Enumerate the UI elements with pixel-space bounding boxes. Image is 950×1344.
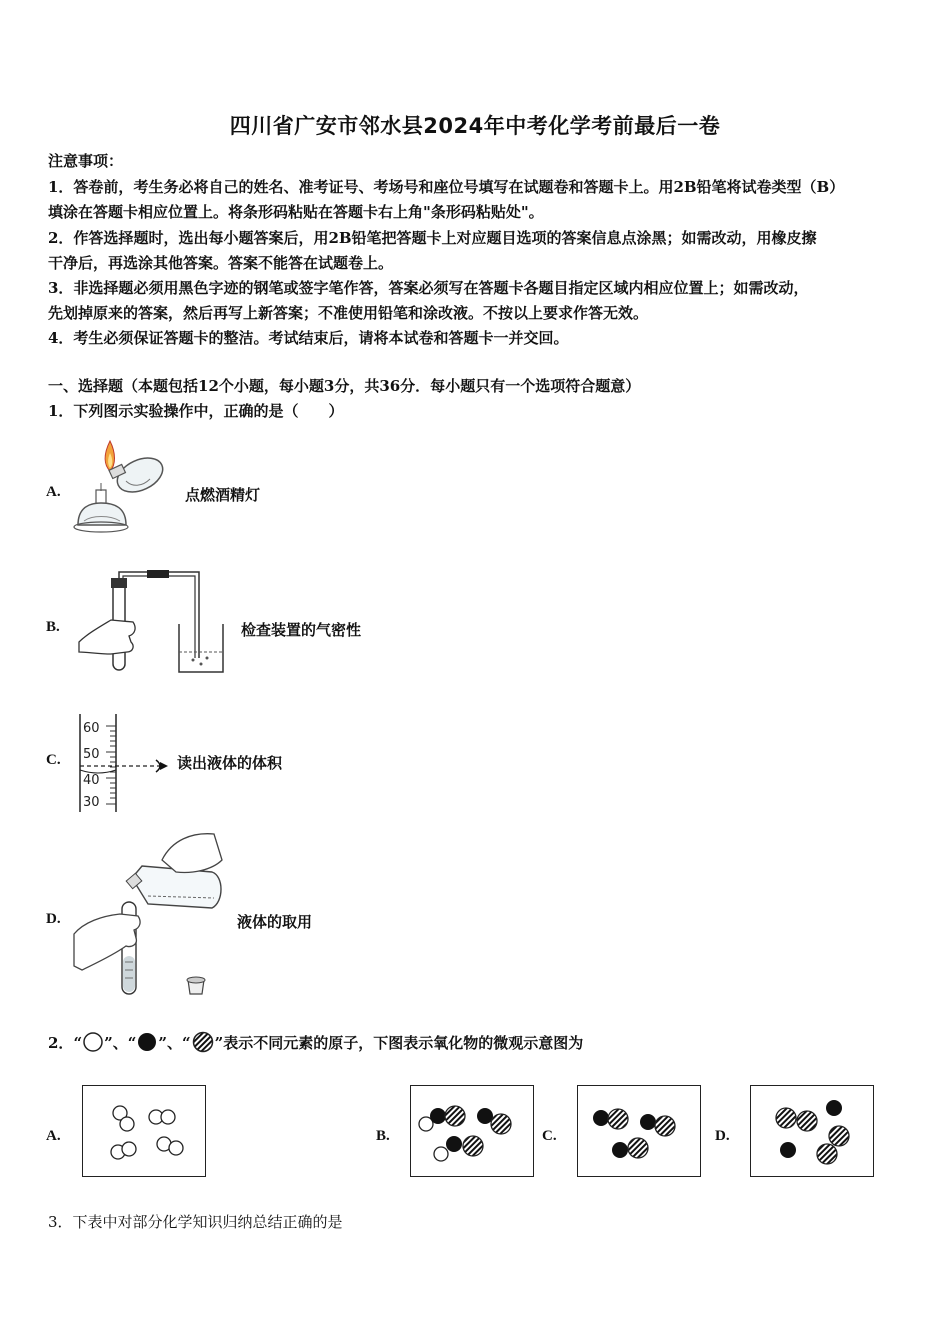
- q3-stem: 3．下表中对部分化学知识归纳总结正确的是: [48, 1213, 343, 1231]
- q2-option-a-molecules: [83, 1086, 207, 1178]
- tick-label-40: 40: [83, 773, 100, 788]
- notice-line-6: 先划掉原来的答案，然后再写上新答案；不准使用铅笔和涂改液。不按以上要求作答无效。: [48, 304, 649, 322]
- q2-stem-text: ”表示不同元素的原子，下图表示氧化物的微观示意图为: [214, 1034, 584, 1052]
- tick-label-60: 60: [83, 721, 100, 736]
- tick-label-50: 50: [83, 747, 100, 762]
- q2-option-b-label: B.: [376, 1128, 390, 1144]
- section-heading: 一、选择题（本题包括12个小题，每小题3分，共36分．每小题只有一个选项符合题意）: [48, 377, 641, 395]
- q2-option-d-label: D.: [715, 1128, 730, 1144]
- q1-option-b-text: 检查装置的气密性: [241, 621, 362, 639]
- liquid-pouring-figure: [72, 830, 232, 1002]
- q1-option-a-text: 点燃酒精灯: [185, 486, 261, 504]
- q2-option-d-box: [750, 1085, 874, 1177]
- white-atom-icon: [82, 1032, 104, 1054]
- tick-label-30: 30: [83, 795, 100, 810]
- q1-option-c-label: C.: [46, 752, 61, 768]
- notice-line-4: 干净后，再选涂其他答案。答案不能答在试题卷上。: [48, 254, 394, 272]
- q2-quote-open: “: [73, 1034, 83, 1052]
- hatched-atom-icon: [191, 1032, 215, 1054]
- notice-line-1: 1．答卷前，考生务必将自己的姓名、准考证号、考场号和座位号填写在试题卷和答题卡上。用2B铅笔将试卷类型（B）: [48, 178, 845, 196]
- q2-quote-mid-2: ”、“: [158, 1034, 191, 1052]
- q2-quote-mid-1: ”、“: [104, 1034, 137, 1052]
- q2-option-b-molecules: [411, 1086, 535, 1178]
- notice-heading: 注意事项：: [48, 152, 124, 170]
- airtightness-apparatus-figure: [75, 568, 230, 678]
- q1-option-d-text: 液体的取用: [237, 913, 313, 931]
- q1-stem: 1．下列图示实验操作中，正确的是（ ）: [48, 402, 344, 420]
- notice-line-2: 填涂在答题卡相应位置上。将条形码粘贴在答题卡右上角"条形码粘贴处"。: [48, 203, 544, 221]
- q2-number: 2．: [48, 1034, 74, 1052]
- q2-option-c-molecules: [578, 1086, 702, 1178]
- q1-option-b-label: B.: [46, 619, 60, 635]
- q1-option-c-text: 读出液体的体积: [177, 754, 283, 772]
- q2-stem: [48, 1032, 583, 1054]
- notice-line-5: 3．非选择题必须用黑色字迹的钢笔或签字笔作答，答案必须写在答题卡各题目指定区域内相应位置上；如需改动，: [48, 279, 809, 297]
- alcohol-lamp-figure: [70, 435, 175, 540]
- q2-option-c-box: [577, 1085, 701, 1177]
- notice-line-7: 4．考生必须保证答题卡的整洁。考试结束后，请将本试卷和答题卡一并交回。: [48, 329, 569, 347]
- notice-line-3: 2．作答选择题时，选出每小题答案后，用2B铅笔把答题卡上对应题目选项的答案信息点涂黑；如需改动，用橡皮擦: [48, 229, 817, 247]
- q2-option-c-label: C.: [542, 1128, 557, 1144]
- black-atom-icon: [136, 1032, 158, 1054]
- graduated-cylinder-figure: [76, 712, 176, 814]
- q1-option-d-label: D.: [46, 911, 61, 927]
- q2-option-a-box: [82, 1085, 206, 1177]
- q2-option-d-molecules: [751, 1086, 875, 1178]
- q2-option-a-label: A.: [46, 1128, 61, 1144]
- q2-option-b-box: [410, 1085, 534, 1177]
- q1-option-a-label: A.: [46, 484, 61, 500]
- page-title: 四川省广安市邻水县2024年中考化学考前最后一卷: [229, 114, 721, 138]
